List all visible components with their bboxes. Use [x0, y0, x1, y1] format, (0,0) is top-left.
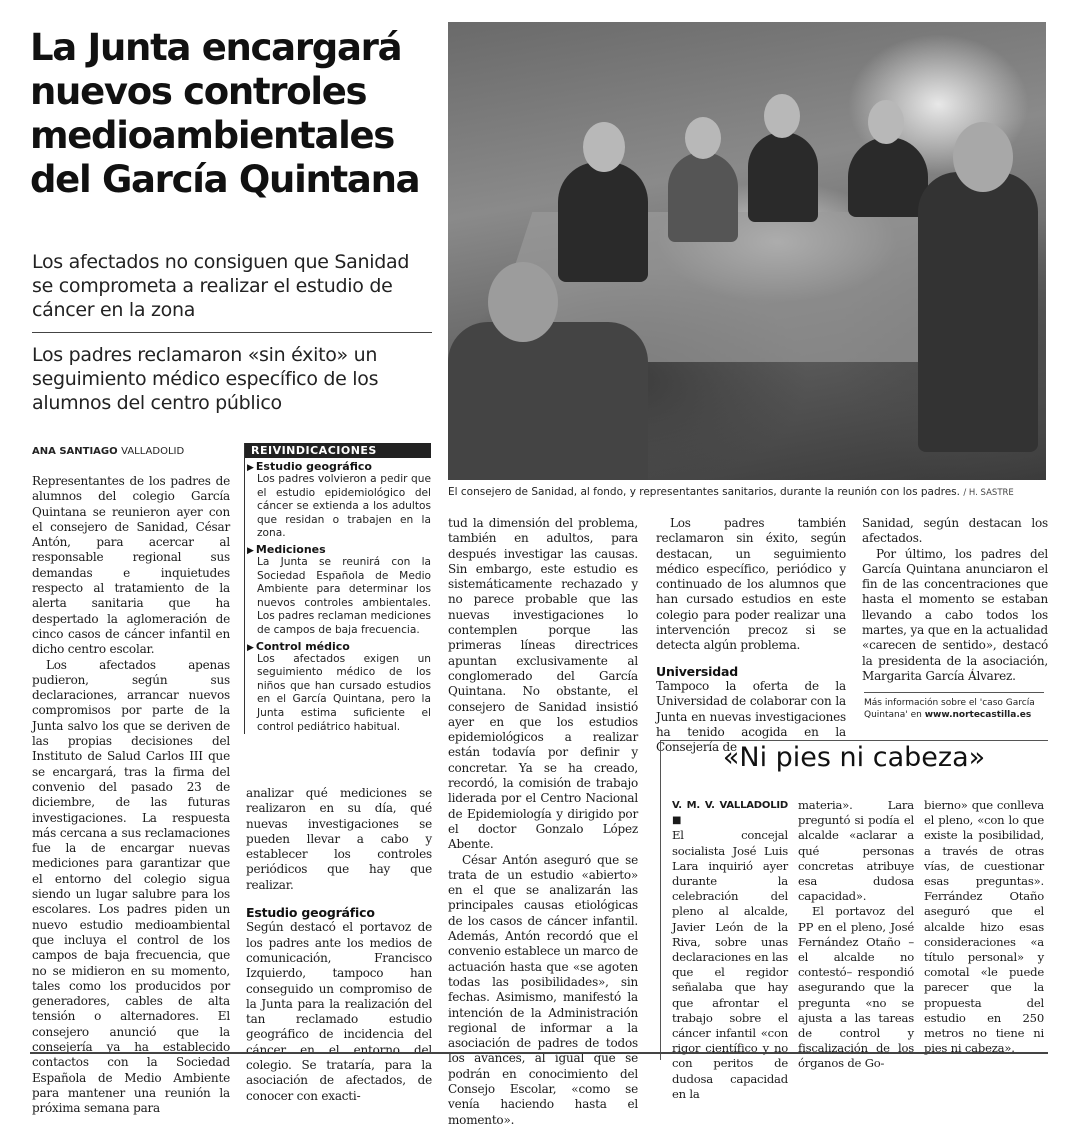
paragraph: Sanidad, según destacan los afectados.: [862, 516, 1048, 546]
subhead-1: Los afectados no consiguen que Sanidad se comprometa a realizar el estudio de cáncer en la zona: [32, 251, 410, 321]
photo-figure-head: [685, 117, 721, 159]
paragraph: bierno» que conlleva el pleno, «con lo que existe la posibilidad, a través de otras vías, de cuestionar esas preguntas». Ferrández Otaño aseguró que el alcalde hizo esas consideraciones «a título personal» y comotal «le puede parecer que la propuesta del estudio en 250 metros no tiene ni pies ni cabeza».: [924, 798, 1044, 1056]
photo-figure: [748, 132, 818, 222]
photo-figure: [668, 152, 738, 242]
paragraph: Por último, los padres del García Quintana anunciaron el fin de las concentraciones que hasta el momento se estaban llevando a cabo todos los martes, ya que en la actualidad «carecen de sentido», destacó la presidenta de la asociación, Margarita García Álvarez.: [862, 546, 1048, 683]
triangle-right-icon: ▶: [247, 545, 254, 556]
photo-figure: [848, 137, 928, 217]
more-info-note: [864, 692, 1044, 721]
page-bottom-rule: [30, 1052, 1048, 1054]
sidebar-heading-text: Estudio geográfico: [255, 460, 372, 473]
article-column-5: [862, 516, 1048, 684]
box-column-3: [924, 798, 1044, 1056]
photo-figure: [448, 322, 648, 480]
triangle-right-icon: ▶: [247, 463, 254, 473]
box-byline-text: V. M. V. VALLADOLID: [672, 800, 788, 811]
article-column-2: [246, 786, 432, 1104]
paragraph: Según destacó el portavoz de los padres ante los medios de comunicación, Francisco Izquierdo, tampoco han conseguido un compromiso de la Junta para la realización del tan reclamado estudio geográfico de incidencia del cáncer en el entorno del colegio. Se trataría, para la asociación de afectados, de conocer con exacti-: [246, 920, 432, 1103]
caption-text: El consejero de Sanidad, al fondo, y representantes sanitarios, durante la reunión con los padres.: [448, 486, 960, 498]
photo-caption: [448, 486, 1048, 498]
photo-figure-head: [764, 94, 800, 138]
photo-figure-head: [868, 100, 904, 144]
box-title: «Ni pies ni cabeza»: [722, 742, 986, 773]
paragraph: materia». Lara preguntó si podía el alcalde «aclarar a qué personas concretas atribuye esa dudosa capacidad».: [798, 798, 914, 904]
paragraph: tud la dimensión del problema, también en adultos, para después investigar las causas. Sin embargo, este estudio es sistemáticamente rechazado y no parece probable que las nuevas investigaciones lo contemplen porque las primeras líneas directrices apuntan exclusivamente al conglomerado del García Quintana. No obstante, el consejero de Sanidad insistió ayer en que los estudios epidemiológicos a realizar están todavía por definir y concretar. Ya se ha creado, recordó, la comisión de trabajo liderada por el Centro Nacional de Epidemiología y dirigido por el doctor Gonzalo López Abente.: [448, 516, 638, 852]
sidebar-item-heading: [245, 460, 431, 473]
article-column-1: [32, 474, 230, 1116]
box-column-2: [798, 798, 914, 1072]
photo-figure-head: [488, 262, 558, 342]
more-info-link[interactable]: www.nortecastilla.es: [924, 710, 1032, 720]
box-rule-top: [660, 740, 1048, 741]
byline-author: ANA SANTIAGO: [32, 446, 118, 457]
sidebar-title: REIVINDICACIONES: [245, 443, 431, 458]
box-byline: [672, 798, 788, 828]
photo-figure-head: [583, 122, 625, 172]
photo-figure: [558, 162, 648, 282]
sidebar-heading-text: Mediciones: [255, 542, 326, 556]
square-icon: ■: [672, 815, 682, 827]
sidebar-reivindicaciones: [244, 443, 431, 734]
section-heading: Estudio geográfico: [246, 905, 375, 921]
paragraph: Los afectados apenas pudieron, según sus declaraciones, arrancar nuevos compromisos por parte de la Junta salvo los que se deriven de las propias decisiones del Instituto de Salud Carlos III que se encargará, tras la firma del convenio del pasado 23 de diciembre, de las futuras investigaciones. La respuesta más cercana a sus reclamaciones fue la de encargar nuevas mediciones para garantizar que el entorno del colegio sigua siendo un lugar salubre para los escolares. Los padres piden un nuevo estudio medioambiental que incluya el control de los campos de baja frecuencia, que no se midieron en su momento, tales como los producidos por generadores, cables de alta tensión o alternadores. El consejero anunció que la consejería ya ha establecido contactos con la Sociedad Española de Medio Ambiente para mantener una reunión la próxima semana para: [32, 657, 230, 1116]
paragraph: El concejal socialista José Luis Lara inquirió ayer durante la celebración del pleno al alcalde, Javier León de la Riva, sobre unas declaraciones en las que el regidor señalaba que hay que afrontar el trabajo sobre el cáncer infantil «con rigor científico y no con peritos de dudosa capacidad en la: [672, 828, 788, 1101]
byline-city: VALLADOLID: [121, 446, 185, 457]
subhead-divider: [32, 332, 432, 333]
box-column-1: [672, 798, 788, 1102]
sidebar-item-text: Los afectados exigen un seguimiento médico de los niños que han cursado estudios en el García Quintana, pero la Junta estima suficiente el control pediátrico habitual.: [257, 652, 431, 733]
paragraph: analizar qué mediciones se realizaron en su día, qué nuevas investigaciones se pueden llevar a cabo y establecer los controles periódicos que hay que realizar.: [246, 786, 432, 892]
sidebar-heading-text: Control médico: [255, 639, 350, 653]
article-column-3: [448, 516, 638, 1128]
news-photo: [448, 22, 1046, 480]
paragraph: Representantes de los padres de alumnos del colegio García Quintana se reunieron ayer con el consejero de Sanidad, César Antón, para acercar al responsable regional sus demandas e inquietudes respecto al tratamiento de la alerta sanitaria que ha despertado la aglomeración de cinco casos de cáncer infantil en dicho centro escolar.: [32, 474, 230, 657]
photo-credit: / H. SASTRE: [963, 488, 1014, 498]
triangle-right-icon: ▶: [247, 642, 254, 653]
paragraph: Tampoco la oferta de la Universidad de colaborar con la Junta en nuevas investigaciones ha tenido acogida en la Consejería de: [656, 678, 846, 755]
photo-figure-head: [953, 122, 1013, 192]
byline: [32, 446, 232, 457]
paragraph: César Antón aseguró que se trata de un estudio «abierto» en el que se analizarán las principales causas etiológicas de los casos de cáncer infantil. Además, Antón recordó que el convenio establece un marco de actuación hasta que «se agoten todas las posibilidades», sin fechas. Asimismo, manifestó la intención de la Administración regional de informar a la asociación de padres de todos los avances, al igual que se podrán en conocimiento del Consejo Escolar, «como se venía haciendo hasta el momento».: [448, 852, 638, 1127]
paragraph: El portavoz del PP en el pleno, José Fernández Otaño –el alcalde no contestó– respondió asegurando que la pregunta «no se ajusta a las tareas de control y fiscalización de los órganos de Go-: [798, 904, 914, 1071]
paragraph: Los padres también reclamaron sin éxito, según destacan, un seguimiento médico específico, periódico y continuado de los alumnos que han cursado estudios en este colegio para poder realizar una intervención precoz si se detecta algún problema.: [656, 516, 846, 653]
section-heading: Universidad: [656, 663, 738, 679]
sidebar-item-heading: [245, 640, 431, 653]
box-rule-left: [660, 740, 661, 1060]
headline: La Junta encargará nuevos controles medioambientales del García Quintana: [30, 26, 420, 201]
more-info-text: Más información sobre el 'caso García Quintana' en: [864, 698, 1035, 720]
sidebar-item-text: Los padres volvieron a pedir que el estudio epidemiológico del cáncer se extienda a los adultos que residan o trabajen en la zona.: [257, 473, 431, 540]
subhead-2: Los padres reclamaron «sin éxito» un seguimiento médico específico de los alumnos del centro público: [32, 344, 379, 414]
sidebar-item-heading: [245, 543, 431, 556]
photo-figure: [918, 172, 1038, 452]
sidebar-item-text: La Junta se reunirá con la Sociedad Española de Medio Ambiente para determinar los nuevos controles ambientales. Los padres reclaman mediciones de campos de baja frecuencia.: [257, 555, 431, 636]
article-column-4: [656, 516, 846, 755]
